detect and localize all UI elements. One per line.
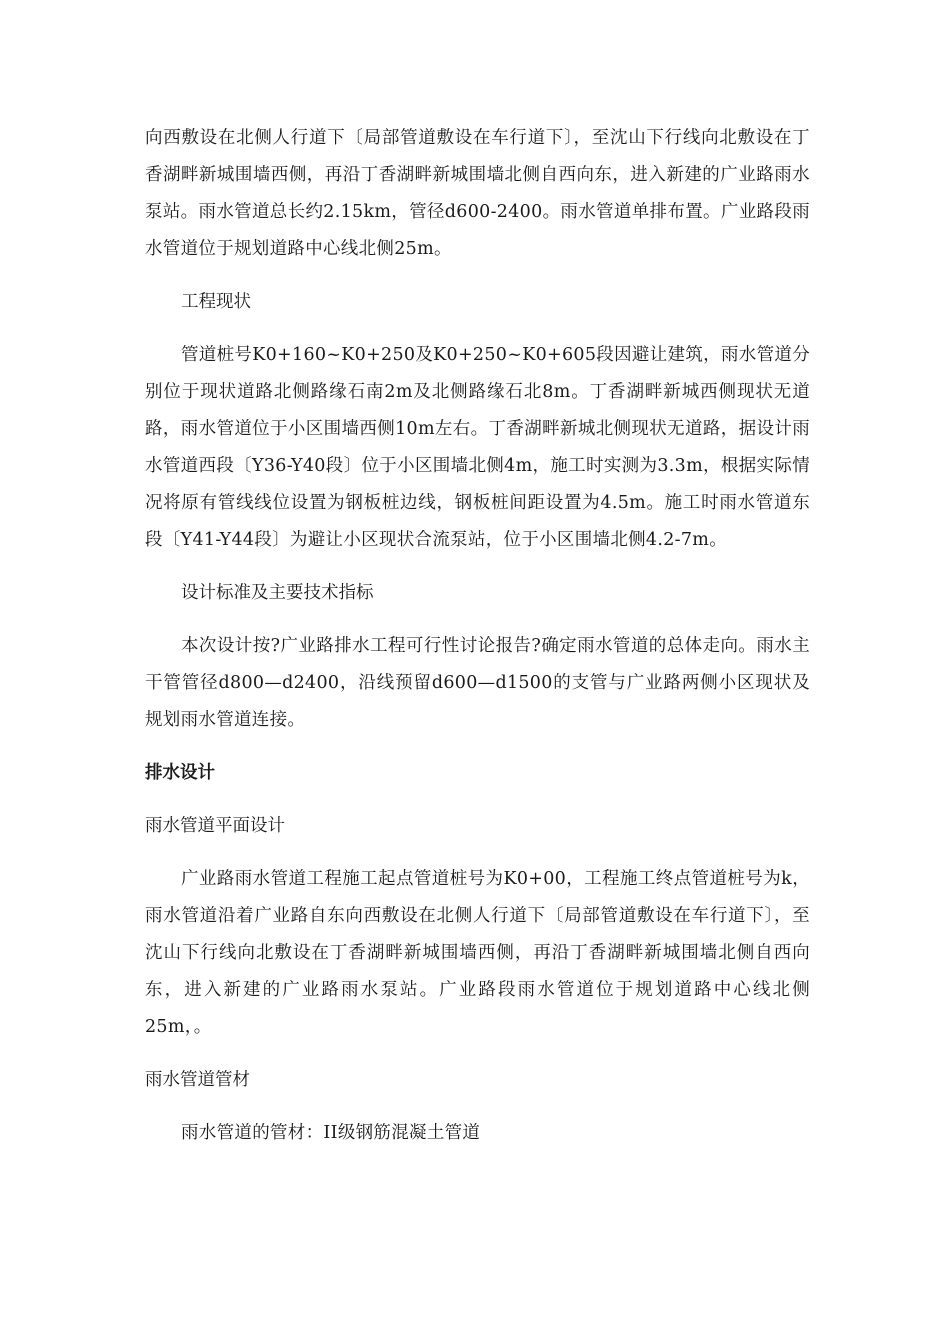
paragraph-current-status: 管道桩号K0+160~K0+250及K0+250~K0+605段因避让建筑，雨水管道分别位于现状道路北侧路缘石南2m及北侧路缘石北8m。丁香湖畔新城西侧现状无道路，雨水管道位于小区围墙西侧10m左右。丁香湖畔新城北侧现状无道路，据设计雨水管道西段〔Y36-Y40段〕位于小区围墙北侧4m，施工时实测为3.3m，根据实际情况将原有管线线位设置为钢板桩边线，钢板桩间距设置为4.5m。施工时雨水管道东段〔Y41-Y44段〕为避让小区现状合流泵站，位于小区围墙北侧4.2-7m。 — [145, 345, 810, 550]
paragraph-pipeline-route: 向西敷设在北侧人行道下〔局部管道敷设在车行道下〕，至沈山下行线向北敷设在丁香湖畔新城围墙西侧，再沿丁香湖畔新城围墙北侧自西向东，进入新建的广业路雨水泵站。雨水管道总长约2.15km，管径d600-2400。雨水管道单排布置。广业路段雨水管道位于规划道路中心线北侧25m。 — [145, 128, 810, 259]
paragraph-plan-design: 广业路雨水管道工程施工起点管道桩号为K0+00，工程施工终点管道桩号为k，雨水管道沿着广业路自东向西敷设在北侧人行道下〔局部管道敷设在车行道下〕，至沈山下行线向北敷设在丁香湖畔新城围墙西侧，再沿丁香湖畔新城围墙北侧自西向东，进入新建的广业路雨水泵站。广业路段雨水管道位于规划道路中心线北侧25m，。 — [145, 869, 810, 1037]
section-heading-current-status: 工程现状 — [181, 292, 251, 312]
section-heading-pipe-material: 雨水管道管材 — [145, 1070, 250, 1090]
paragraph-design-standard: 本次设计按?广业路排水工程可行性讨论报告?确定雨水管道的总体走向。雨水主干管管径d800—d2400，沿线预留d600—d1500的支管与广业路两侧小区现状及规划雨水管道连接。 — [145, 636, 810, 730]
section-heading-design-standard: 设计标准及主要技术指标 — [181, 583, 374, 603]
paragraph-pipe-material: 雨水管道的管材：II级钢筋混凝土管道 — [181, 1123, 481, 1143]
document-body — [145, 120, 810, 1168]
section-heading-drainage-design: 排水设计 — [145, 763, 215, 783]
section-heading-plan-design: 雨水管道平面设计 — [145, 816, 285, 836]
